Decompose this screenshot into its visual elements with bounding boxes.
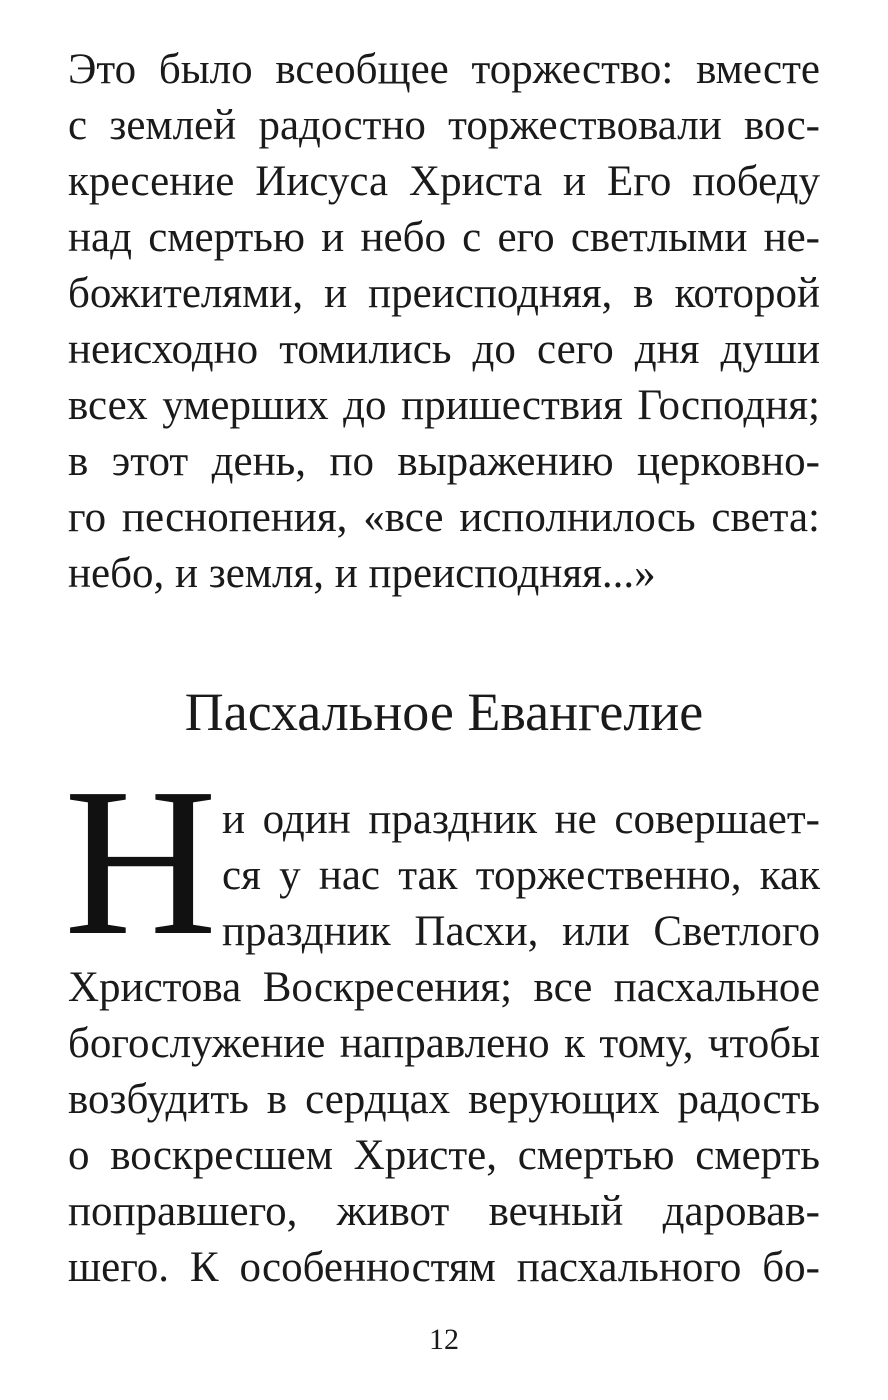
text-line: божителями, и преисподняя, в которой <box>68 270 820 317</box>
text-line: шего. К особенностям пасхального бо- <box>68 1244 820 1291</box>
drop-cap: Н <box>64 744 218 979</box>
text-line: с землей радостно торжествовали вос- <box>68 102 820 149</box>
page-number: 12 <box>429 1323 459 1356</box>
text-line: небо, и земля, и преисподняя...» <box>68 550 656 597</box>
text-line: праздник Пасхи, или Светлого <box>222 908 820 955</box>
text-line: о воскресшем Христе, смертью смерть <box>68 1132 820 1179</box>
text-line: го песнопения, «все исполнилось света: <box>68 494 820 541</box>
text-line: поправшего, живот вечный даровав- <box>68 1188 820 1235</box>
text-line: и один праздник не совершает- <box>222 796 820 843</box>
text-line: в этот день, по выражению церковно- <box>68 438 820 485</box>
text-line: возбудить в сердцах верующих радость <box>68 1076 820 1123</box>
text-line: богослужение направлено к тому, чтобы <box>68 1020 820 1067</box>
text-line: Это было всеобщее торжество: вместе <box>68 46 820 93</box>
text-line: кресение Иисуса Христа и Его победу <box>68 158 820 205</box>
text-line: ся у нас так торжественно, как <box>222 852 820 899</box>
section-heading: Пасхальное Евангелие <box>184 682 704 742</box>
text-line: всех умерших до пришествия Господня; <box>68 382 820 429</box>
text-line: над смертью и небо с его светлыми не- <box>68 214 820 261</box>
text-line: неисходно томились до сего дня души <box>68 326 820 373</box>
text-line: Христова Воскресения; все пасхальное <box>68 964 820 1011</box>
